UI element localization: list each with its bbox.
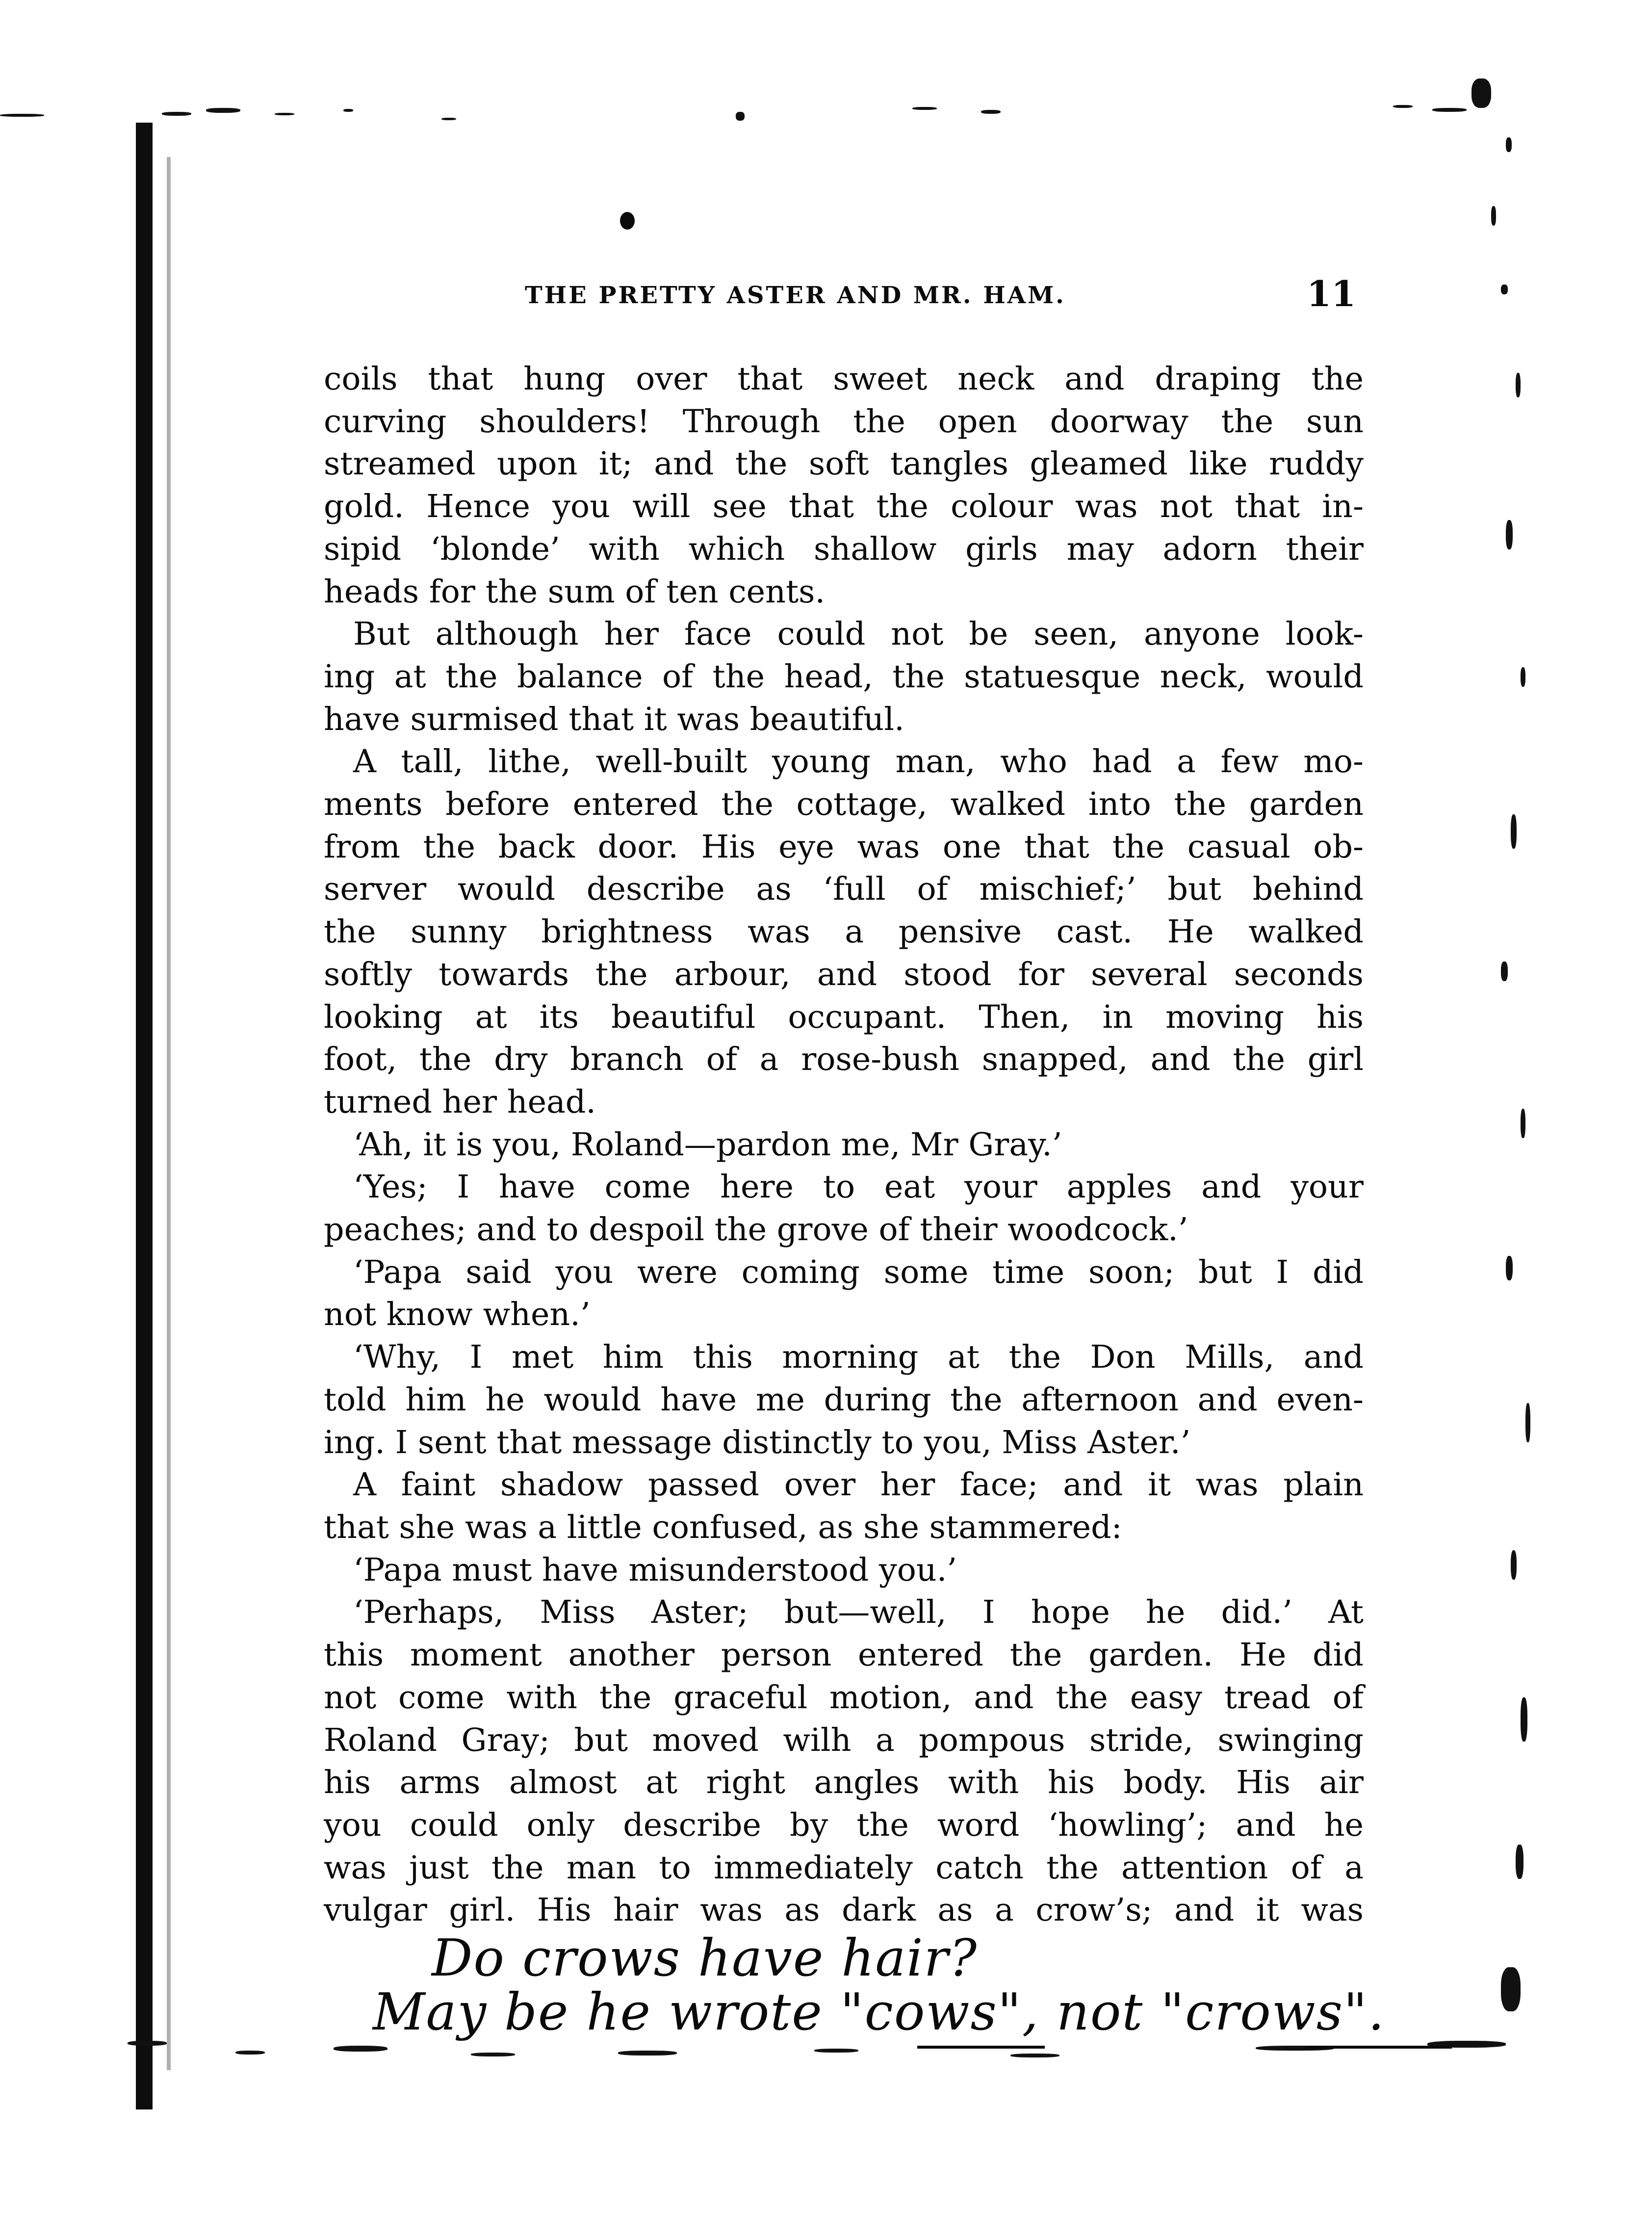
text-line: A faint shadow passed over her face; and it was plain: [353, 1466, 1364, 1504]
text-line: this moment another person entered the garden. He did: [324, 1637, 1364, 1674]
text-line: vulgar girl. His hair was as dark as a crow’s; and it was: [324, 1892, 1364, 1929]
text-line: have surmised that it was beautiful.: [324, 701, 904, 738]
handwritten-note-line-1: Do crows have hair?: [432, 1928, 978, 1988]
binding-edge-shadow: [167, 157, 171, 2070]
binding-spine-shadow: [136, 123, 153, 2109]
text-line: ments before entered the cottage, walked into the garden: [324, 786, 1364, 823]
text-line: not come with the graceful motion, and the easy tread of: [324, 1679, 1364, 1716]
text-line: ing at the balance of the head, the statuesque neck, would: [324, 658, 1364, 695]
handwritten-underline-crows: [1305, 2046, 1452, 2049]
text-line: gold. Hence you will see that the colour was not that in-: [324, 488, 1364, 525]
text-line: But although her face could not be seen, anyone look-: [353, 616, 1364, 653]
text-line: looking at its beautiful occupant. Then, in moving his: [324, 998, 1364, 1036]
text-line: from the back door. His eye was one that the casual ob-: [324, 828, 1364, 865]
text-line: streamed upon it; and the soft tangles gleamed like ruddy: [324, 445, 1364, 483]
text-line: ing. I sent that message distinctly to you, Miss Aster.’: [324, 1424, 1191, 1461]
ornament-dot: [620, 212, 635, 230]
text-line: ‘Yes; I have come here to eat your apples and your: [353, 1169, 1364, 1206]
body-text: [324, 358, 1364, 1932]
text-line: told him he would have me during the afternoon and even-: [324, 1381, 1364, 1418]
handwritten-note: [373, 1928, 1501, 2042]
text-line: ‘Papa must have misunderstood you.’: [353, 1551, 957, 1588]
text-line: sipid ‘blonde’ with which shallow girls may adorn their: [324, 530, 1364, 568]
text-line: softly towards the arbour, and stood for several seconds: [324, 956, 1364, 993]
text-line: foot, the dry branch of a rose-bush snapped, and the girl: [324, 1041, 1364, 1078]
text-line: not know when.’: [324, 1296, 591, 1333]
text-line: ‘Papa said you were coming some time soon; but I did: [353, 1253, 1364, 1291]
text-line: Roland Gray; but moved wilh a pompous stride, swinging: [324, 1721, 1364, 1759]
text-line: curving shoulders! Through the open doorway the sun: [324, 403, 1364, 440]
handwritten-underline-cows: [917, 2046, 1045, 2049]
text-line: his arms almost at right angles with his body. His air: [324, 1764, 1364, 1801]
text-line: coils that hung over that sweet neck and draping the: [324, 361, 1364, 397]
text-line: ‘Why, I met him this morning at the Don Mills, and: [353, 1339, 1364, 1376]
page-number: 11: [1307, 273, 1356, 314]
text-line: the sunny brightness was a pensive cast. He walked: [324, 913, 1364, 951]
handwritten-note-line-2: May be he wrote "cows", not "crows".: [373, 1982, 1385, 2042]
text-line: ‘Perhaps, Miss Aster; but—well, I hope he did.’ At: [353, 1594, 1364, 1631]
text-line: you could only describe by the word ‘howling’; and he: [324, 1806, 1364, 1844]
text-line: ‘Ah, it is you, Roland—pardon me, Mr Gray.’: [353, 1126, 1062, 1163]
text-line: that she was a little confused, as she stammered:: [324, 1509, 1122, 1546]
right-margin-speckle: [1471, 78, 1550, 2090]
text-line: heads for the sum of ten cents.: [324, 573, 826, 610]
text-line: was just the man to immediately catch the attention of a: [324, 1849, 1364, 1886]
text-line: server would describe as ‘full of mischief;’ but behind: [324, 871, 1364, 908]
top-scan-speckle: [0, 103, 1652, 128]
text-line: A tall, lithe, well-built young man, who had a few mo-: [353, 743, 1364, 781]
text-line: turned her head.: [324, 1083, 596, 1120]
running-head: THE PRETTY ASTER AND MR. HAM.: [525, 282, 1066, 309]
text-line: peaches; and to despoil the grove of their woodcock.’: [324, 1211, 1188, 1249]
